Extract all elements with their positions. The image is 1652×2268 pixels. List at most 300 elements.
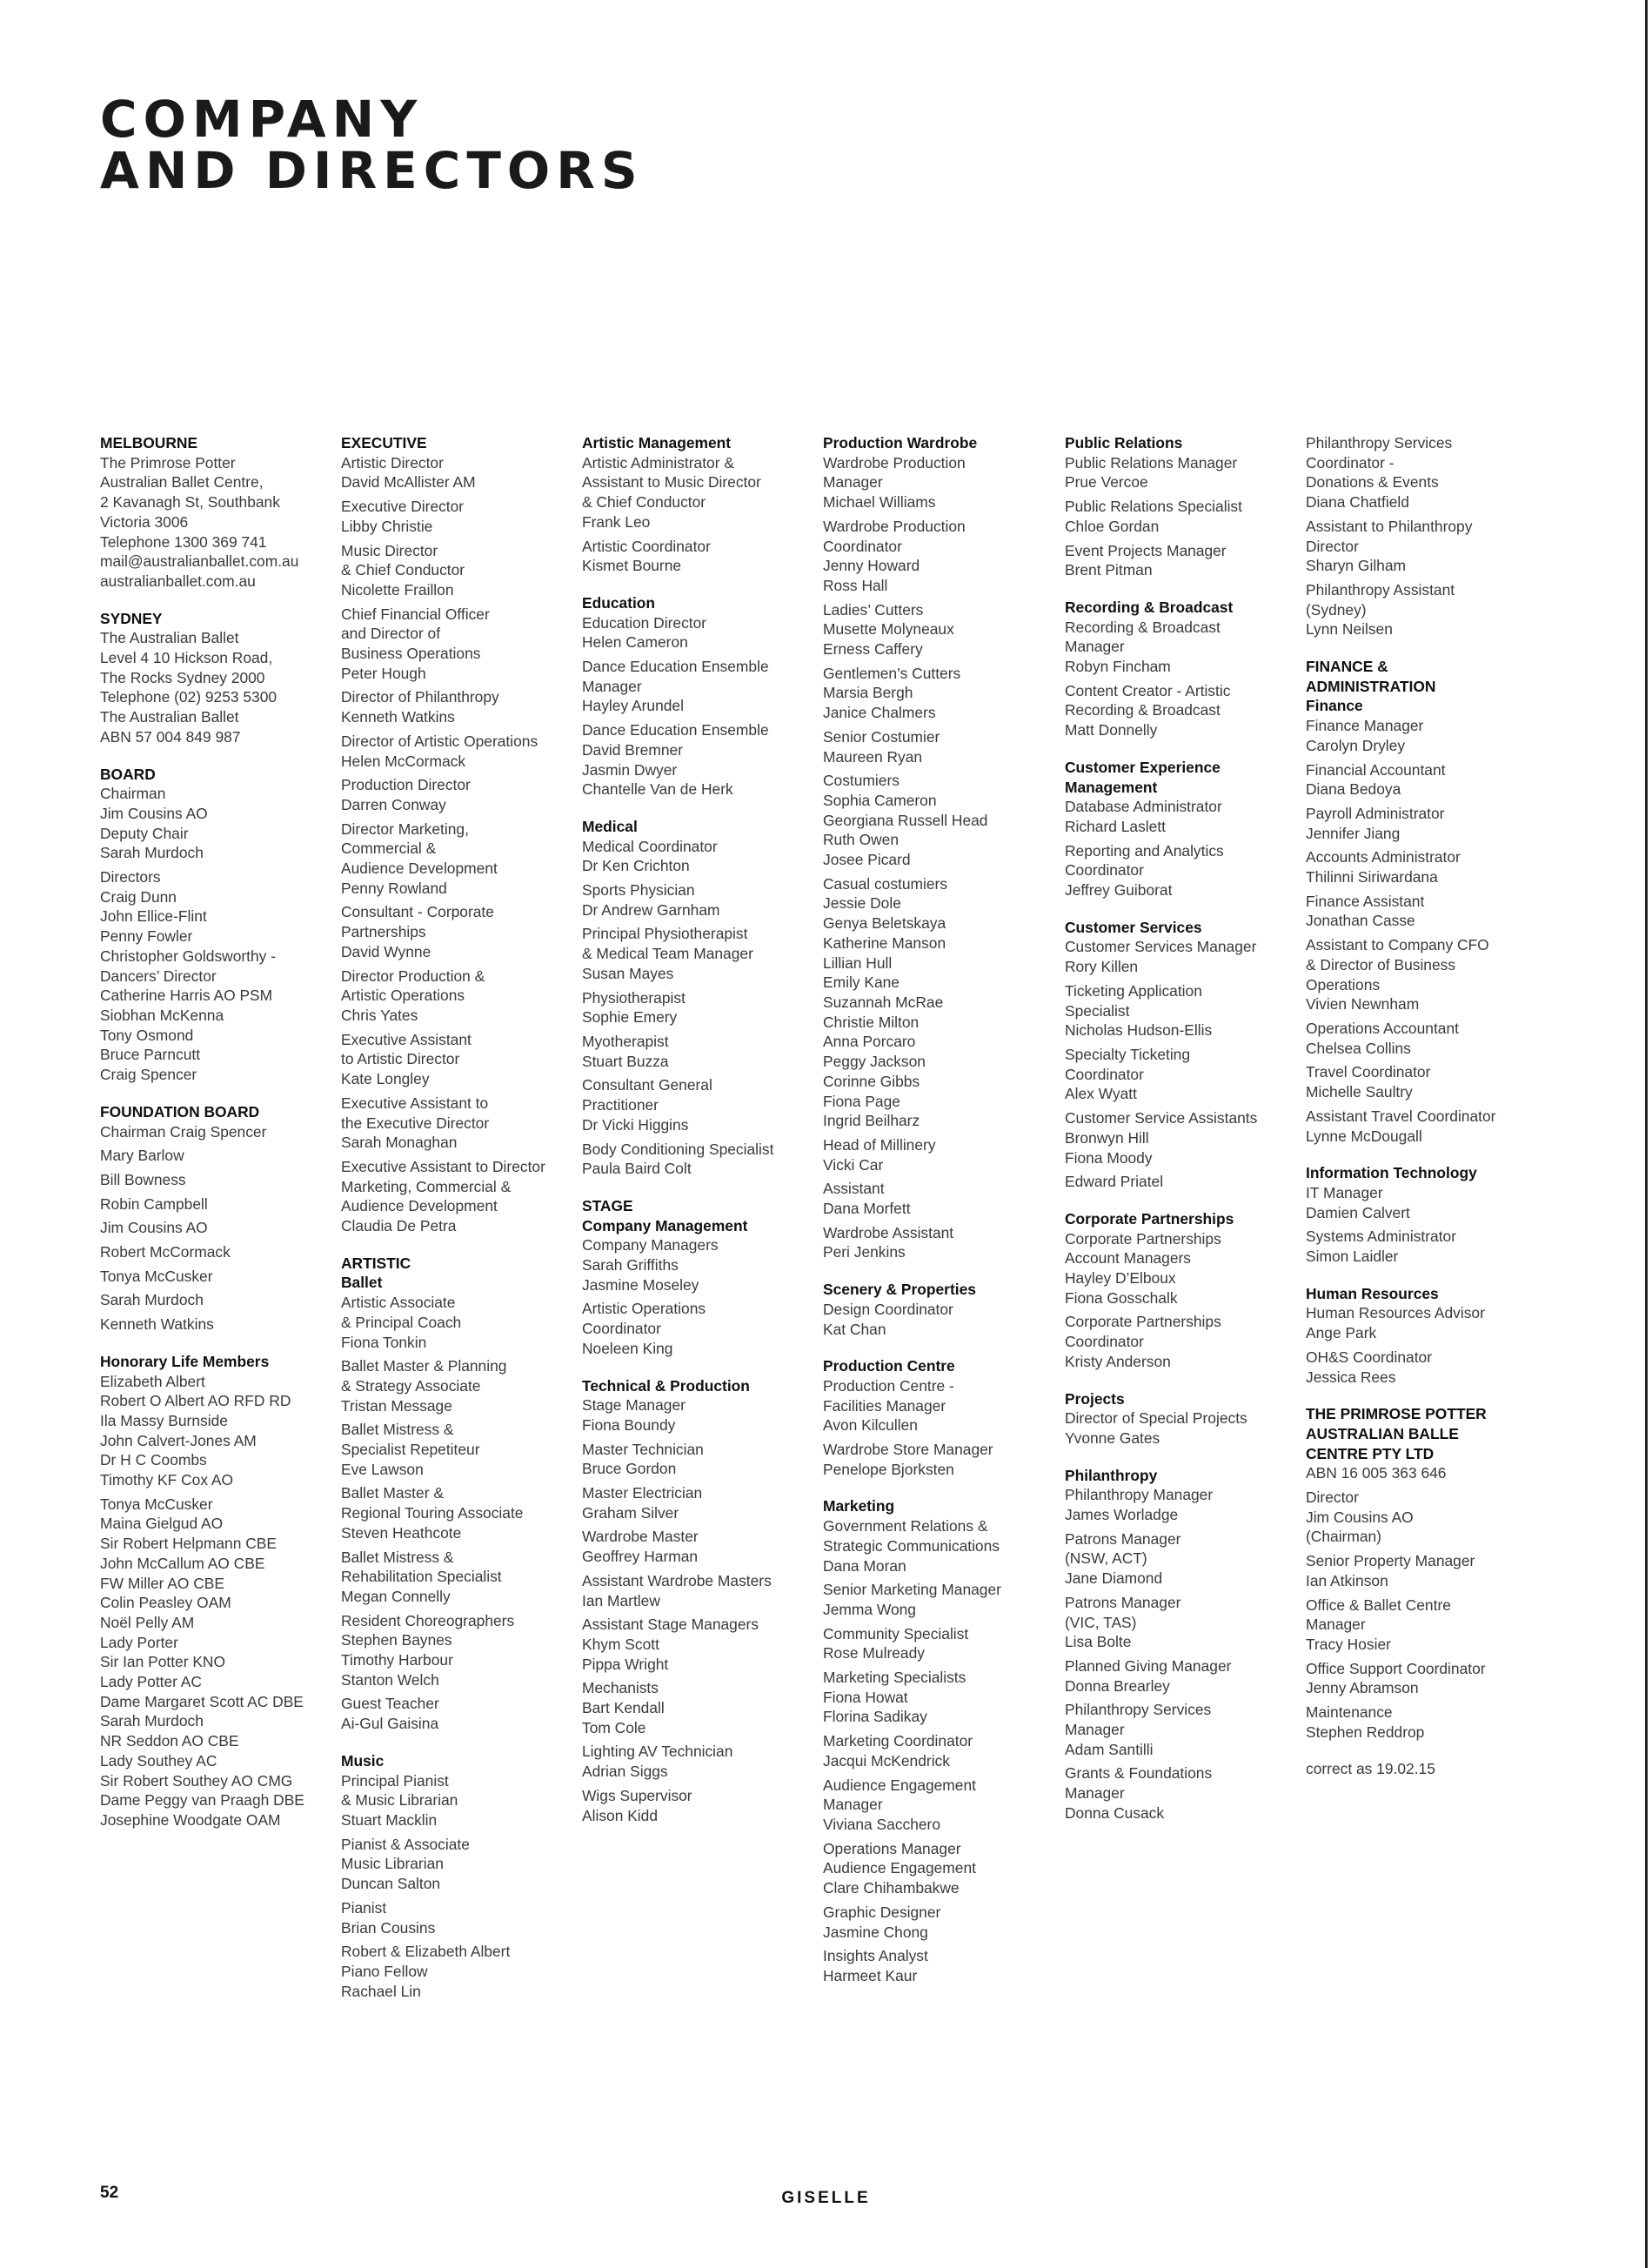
staff-section (582, 1376, 817, 1826)
entry-line: Senior Marketing Manager (823, 1581, 1001, 1599)
entry-line: Geoffrey Harman (582, 1548, 699, 1566)
staff-entry (1306, 1488, 1541, 1547)
entry-line: Dancers’ Director (100, 967, 217, 985)
entry-line: Artistic Administrator & (582, 453, 734, 472)
entry-line: Tony Osmond (100, 1026, 194, 1044)
entry-line: (VIC, TAS) (1065, 1613, 1137, 1631)
entry-line: Wardrobe Master (582, 1528, 699, 1546)
entry-line: Sophie Emery (582, 1008, 678, 1027)
entry-line: Public Relations Specialist (1065, 498, 1242, 516)
staff-entry (823, 453, 1058, 512)
entry-line: Recording & Broadcast (1065, 618, 1221, 636)
entry-line: Manager (823, 473, 883, 492)
staff-entry (823, 1179, 1058, 1218)
staff-entry (1065, 453, 1300, 492)
page-title-line: AND DIRECTORS (100, 141, 644, 201)
entry-line: Fiona Gosschalk (1065, 1288, 1178, 1307)
section-heading: STAGE (582, 1196, 633, 1214)
entry-line: Audience Development (341, 1197, 498, 1215)
staff-section (582, 433, 817, 576)
staff-entry (1065, 1763, 1300, 1823)
entry-line: Carolyn Dryley (1306, 736, 1406, 754)
entry-line: Elizabeth Albert (100, 1372, 205, 1390)
staff-section (100, 765, 335, 1085)
entry-line: John McCallum AO CBE (100, 1554, 265, 1572)
entry-line: Recording & Broadcast (1065, 701, 1221, 719)
staff-entry (341, 1483, 576, 1542)
staff-entry (582, 453, 817, 532)
entry-line: The Australian Ballet (100, 629, 239, 647)
entry-line: Artistic Operations (341, 987, 465, 1005)
staff-entry (823, 1580, 1058, 1619)
section-heading: CENTRE PTY LTD (1306, 1444, 1435, 1462)
staff-entry (823, 1376, 1058, 1435)
staff-entry (823, 727, 1058, 766)
staff-entry (341, 1420, 576, 1479)
entry-line: Marketing Coordinator (823, 1732, 973, 1750)
entry-line: John Calvert-Jones AM (100, 1431, 257, 1449)
staff-entry (1306, 580, 1541, 639)
entry-line: Office Support Coordinator (1306, 1659, 1486, 1677)
staff-section (582, 817, 817, 1179)
entry-line: Megan Connelly (341, 1587, 451, 1605)
entry-line: Assistant to Music Director (582, 473, 761, 492)
entry-line: Libby Christie (341, 517, 433, 535)
entry-line: Manager (1306, 1616, 1366, 1634)
staff-entry (1306, 1463, 1541, 1483)
entry-line: & Chief Conductor (341, 561, 465, 579)
entry-line: Education Director (582, 613, 707, 632)
entry-line: Kate Longley (341, 1070, 430, 1088)
entry-line: Nicolette Fraillon (341, 580, 454, 599)
staff-entry (582, 924, 817, 983)
staff-column-4 (823, 433, 1058, 2004)
entry-line: Body Conditioning Specialist (582, 1140, 774, 1158)
entry-line: Artistic Associate (341, 1294, 456, 1312)
entry-line: Audience Engagement (823, 1776, 976, 1794)
entry-line: Director of Special Projects (1065, 1409, 1247, 1428)
staff-entry (341, 541, 576, 600)
entry-line: Avon Kilcullen (823, 1416, 918, 1435)
entry-line: Jonathan Casse (1306, 912, 1415, 930)
entry-line: australianballet.com.au (100, 572, 256, 590)
entry-line: Helen McCormack (341, 752, 466, 770)
staff-entry (823, 1624, 1058, 1663)
staff-entry (341, 967, 576, 1026)
entry-line: Helen Cameron (582, 633, 688, 652)
staff-entry (1306, 1303, 1541, 1342)
entry-line: Accounts Administrator (1306, 848, 1461, 866)
entry-line: Sarah Murdoch (100, 844, 204, 862)
entry-line: Sir Robert Southey AO CMG (100, 1771, 293, 1790)
staff-entry (100, 1267, 335, 1287)
entry-line: Costumiers (823, 772, 900, 790)
section-heading: Management (1065, 778, 1158, 796)
entry-line: Catherine Harris AO PSM (100, 987, 273, 1005)
entry-line: Fiona Moody (1065, 1148, 1153, 1167)
staff-entry (582, 1075, 817, 1134)
entry-line: Philanthropy Assistant (1306, 580, 1455, 599)
staff-section (1065, 758, 1300, 900)
staff-entry (341, 687, 576, 726)
section-heading: Finance (1306, 697, 1363, 715)
staff-entry (1306, 1227, 1541, 1266)
staff-entry (341, 1898, 576, 1937)
staff-entry (341, 820, 576, 899)
staff-entry (582, 1615, 817, 1674)
section-heading: Public Relations (1065, 434, 1183, 452)
section-heading: Technical & Production (582, 1376, 750, 1395)
entry-line: Stephen Reddrop (1306, 1723, 1425, 1741)
staff-entry (341, 1611, 576, 1690)
staff-entry (582, 537, 817, 576)
staff-entry (100, 1315, 335, 1335)
entry-line: Josephine Woodgate OAM (100, 1811, 281, 1829)
entry-line: Bruce Parncutt (100, 1046, 201, 1064)
entry-line: Ruth Owen (823, 831, 899, 849)
entry-line: Tonya McCusker (100, 1267, 213, 1285)
entry-line: and Director of (341, 625, 441, 643)
entry-line: Penny Fowler (100, 927, 193, 946)
entry-line: Ingrid Beilharz (823, 1112, 920, 1130)
entry-line: Philanthropy Services (1306, 434, 1453, 452)
staff-column-6 (1306, 433, 1541, 1796)
entry-line: IT Manager (1306, 1183, 1383, 1201)
staff-entry (1065, 1312, 1300, 1371)
entry-line: Content Creator - Artistic (1065, 681, 1231, 699)
entry-line: Coordinator (1065, 861, 1144, 880)
entry-line: Executive Director (341, 498, 465, 516)
entry-line: David Wynne (341, 942, 431, 960)
section-heading: Corporate Partnerships (1065, 1209, 1234, 1228)
entry-line: Jessie Dole (823, 894, 901, 913)
entry-line: Casual costumiers (823, 874, 948, 893)
entry-line: Florina Sadikay (823, 1708, 927, 1726)
entry-line: (NSW, ACT) (1065, 1549, 1147, 1568)
entry-line: Jeffrey Guiborat (1065, 881, 1173, 900)
staff-entry (582, 1742, 817, 1781)
entry-line: Dr Vicki Higgins (582, 1115, 689, 1134)
entry-line: Coordinator - (1306, 453, 1395, 472)
entry-line: Stuart Buzza (582, 1052, 669, 1070)
entry-line: Manager (1065, 1784, 1125, 1803)
entry-line: Production Director (341, 776, 471, 794)
page-title-line: COMPANY (100, 90, 424, 149)
staff-entry (823, 1440, 1058, 1479)
staff-entry (341, 1356, 576, 1415)
entry-line: Tracy Hosier (1306, 1635, 1391, 1653)
staff-entry (341, 1835, 576, 1894)
staff-entry (1065, 541, 1300, 580)
entry-line: Music Director (341, 541, 438, 559)
entry-line: Sarah Griffiths (582, 1256, 679, 1274)
entry-line: 2 Kavanagh St, Southbank (100, 493, 280, 512)
staff-section (1306, 1759, 1541, 1779)
entry-line: Adam Santilli (1065, 1740, 1154, 1758)
entry-line: Ian Martlew (582, 1591, 660, 1609)
entry-line: Ai-Gul Gaisina (341, 1715, 439, 1733)
staff-section (100, 433, 335, 592)
entry-line: Damien Calvert (1306, 1203, 1410, 1221)
entry-line: Yvonne Gates (1065, 1428, 1160, 1447)
section-heading: Education (582, 593, 656, 612)
entry-line: Janice Chalmers (823, 704, 936, 722)
staff-entry (341, 1942, 576, 2001)
staff-entry (582, 1571, 817, 1610)
entry-line: Resident Choreographers (341, 1611, 515, 1629)
entry-line: Dance Education Ensemble (582, 658, 769, 676)
entry-line: Jemma Wong (823, 1600, 916, 1618)
section-heading: ADMINISTRATION (1306, 677, 1436, 695)
entry-line: Patrons Manager (1065, 1593, 1181, 1611)
entry-line: Audience Development (341, 860, 498, 878)
entry-line: Coordinator (582, 1320, 661, 1338)
section-heading: Medical (582, 817, 638, 835)
entry-line: Steven Heathcote (341, 1523, 462, 1542)
entry-line: Ballet Mistress & (341, 1548, 454, 1566)
entry-line: Dame Peggy van Praagh DBE (100, 1791, 304, 1810)
staff-section (1306, 1163, 1541, 1267)
staff-entry (582, 1527, 817, 1566)
production-title-footer: GISELLE (781, 2189, 871, 2207)
entry-line: Operations Accountant (1306, 1019, 1459, 1037)
entry-line: Director of Philanthropy (341, 688, 499, 706)
staff-entry (100, 1146, 335, 1166)
entry-line: Katherine Manson (823, 933, 946, 952)
entry-line: Christopher Goldsworthy - (100, 947, 276, 965)
entry-line: John Ellice-Flint (100, 907, 207, 926)
section-heading: Honorary Life Members (100, 1352, 270, 1370)
entry-line: Jim Cousins AO (1306, 1508, 1414, 1526)
entry-line: Director of Artistic Operations (341, 732, 538, 750)
staff-entry (582, 1678, 817, 1737)
entry-line: Executive Assistant to Director (341, 1157, 545, 1175)
entry-line: Noël Pelly AM (100, 1613, 195, 1631)
staff-entry (341, 775, 576, 814)
entry-line: Business Operations (341, 645, 481, 663)
entry-line: Pippa Wright (582, 1655, 669, 1673)
entry-line: Kat Chan (823, 1320, 886, 1338)
entry-line: Marketing, Commercial & (341, 1177, 512, 1195)
entry-line: Noeleen King (582, 1339, 673, 1357)
entry-line: Bill Bowness (100, 1170, 186, 1188)
entry-line: Siobhan McKenna (100, 1006, 224, 1024)
staff-entry (1306, 935, 1541, 1014)
entry-line: Sarah Murdoch (100, 1712, 204, 1730)
entry-line: Public Relations Manager (1065, 453, 1238, 472)
entry-line: Chairman Craig Spencer (100, 1122, 267, 1141)
entry-line: Patrons Manager (1065, 1529, 1181, 1548)
staff-entry (341, 453, 576, 492)
entry-line: Executive Assistant (341, 1030, 472, 1048)
entry-line: Ballet Master & Planning (341, 1357, 507, 1375)
entry-line: Duncan Salton (341, 1875, 441, 1893)
entry-line: Dame Margaret Scott AC DBE (100, 1692, 304, 1710)
staff-column-1 (100, 433, 335, 1848)
staff-column-3 (582, 433, 817, 1843)
entry-line: Kenneth Watkins (100, 1315, 214, 1334)
staff-entry (1306, 1551, 1541, 1590)
entry-line: Dr Andrew Garnham (582, 900, 720, 919)
staff-entry (341, 902, 576, 961)
entry-line: Ange Park (1306, 1324, 1377, 1342)
entry-line: Stanton Welch (341, 1670, 439, 1689)
entry-line: Planned Giving Manager (1065, 1656, 1232, 1675)
entry-line: Dana Morfett (823, 1200, 911, 1218)
entry-line: Tom Cole (582, 1718, 646, 1736)
staff-entry (1065, 681, 1300, 740)
staff-entry (823, 874, 1058, 1131)
entry-line: Tonya McCusker (100, 1495, 213, 1513)
entry-line: Ballet Master & (341, 1484, 444, 1502)
staff-entry (1306, 433, 1541, 512)
section-heading: Philanthropy (1065, 1466, 1158, 1484)
staff-entry (1306, 1659, 1541, 1698)
staff-entry (582, 1235, 817, 1295)
entry-line: Lillian Hull (823, 953, 893, 972)
entry-line: Robin Campbell (100, 1194, 208, 1213)
entry-line: & Music Librarian (341, 1791, 458, 1810)
entry-line: Christie Milton (823, 1013, 920, 1031)
entry-line: Sophia Cameron (823, 791, 937, 809)
staff-entry (100, 628, 335, 746)
entry-line: Stage Manager (582, 1396, 686, 1415)
staff-entry (582, 1483, 817, 1522)
entry-line: Reporting and Analytics (1065, 841, 1224, 860)
staff-entry (341, 1694, 576, 1733)
section-heading: Customer Services (1065, 918, 1202, 936)
entry-line: & Director of Business (1306, 955, 1456, 973)
entry-line: Lady Porter (100, 1633, 178, 1651)
entry-line: Sports Physician (582, 881, 695, 900)
staff-section (341, 433, 576, 1236)
staff-entry (1065, 981, 1300, 1040)
entry-line: Graham Silver (582, 1503, 679, 1522)
entry-line: Assistant Wardrobe Masters (582, 1571, 772, 1589)
staff-section (100, 1102, 335, 1335)
entry-line: Specialist Repetiteur (341, 1441, 480, 1459)
staff-entry (823, 771, 1058, 870)
entry-line: Victoria 3006 (100, 512, 189, 531)
staff-section (341, 1254, 576, 1734)
entry-line: Georgiana Russell Head (823, 811, 988, 829)
staff-entry (100, 1218, 335, 1238)
section-heading: FINANCE & (1306, 658, 1388, 676)
staff-entry (341, 1293, 576, 1352)
entry-line: Bronwyn Hill (1065, 1128, 1149, 1147)
entry-line: Principal Pianist (341, 1771, 449, 1790)
entry-line: Dana Moran (823, 1556, 906, 1575)
entry-line: Stuart Macklin (341, 1811, 438, 1829)
entry-line: Audience Engagement (823, 1859, 976, 1877)
entry-line: Financial Accountant (1306, 760, 1446, 779)
entry-line: Musette Molyneaux (823, 620, 954, 639)
staff-entry (100, 867, 335, 1085)
entry-line: Grants & Foundations (1065, 1764, 1213, 1783)
entry-line: Sarah Murdoch (100, 1291, 204, 1309)
entry-line: Operations (1306, 975, 1381, 994)
staff-entry (341, 497, 576, 536)
staff-entry (582, 1032, 817, 1071)
section-heading: Customer Experience (1065, 758, 1221, 776)
staff-entry (341, 1771, 576, 1830)
entry-line: Medical Coordinator (582, 837, 718, 855)
entry-line: Jenny Abramson (1306, 1679, 1419, 1697)
entry-line: Account Managers (1065, 1249, 1192, 1268)
entry-line: Maureen Ryan (823, 747, 923, 766)
entry-line: Michelle Saultry (1306, 1083, 1413, 1101)
entry-line: Mechanists (582, 1679, 659, 1697)
staff-section (1065, 1466, 1300, 1823)
staff-entry (341, 1157, 576, 1236)
entry-line: Maintenance (1306, 1703, 1393, 1722)
entry-line: Dr Ken Crichton (582, 857, 690, 875)
entry-line: The Rocks Sydney 2000 (100, 668, 265, 686)
staff-section (823, 1280, 1058, 1339)
entry-line: Coordinator (1065, 1333, 1144, 1351)
staff-section (1065, 918, 1300, 1192)
staff-entry (823, 1668, 1058, 1727)
staff-entry (100, 1495, 335, 1830)
staff-section (1306, 433, 1541, 639)
entry-line: Peggy Jackson (823, 1053, 926, 1071)
entry-line: Practitioner (582, 1096, 659, 1114)
entry-line: Partnerships (341, 923, 426, 941)
entry-line: Office & Ballet Centre (1306, 1596, 1451, 1614)
entry-line: Kismet Bourne (582, 557, 682, 575)
entry-line: Sarah Monaghan (341, 1134, 458, 1152)
staff-entry (582, 880, 817, 920)
entry-line: Simon Laidler (1306, 1248, 1399, 1266)
entry-line: Tristan Message (341, 1396, 452, 1415)
entry-line: Jenny Howard (823, 557, 920, 575)
staff-entry (582, 1140, 817, 1179)
entry-line: Donna Brearley (1065, 1676, 1170, 1695)
entry-line: Payroll Administrator (1306, 804, 1445, 822)
entry-line: Director Marketing, (341, 820, 469, 838)
entry-line: the Executive Director (341, 1114, 490, 1132)
entry-line: & Principal Coach (341, 1313, 462, 1331)
section-heading: Information Technology (1306, 1164, 1477, 1182)
entry-line: Peri Jenkins (823, 1243, 906, 1261)
entry-line: Finance Assistant (1306, 892, 1425, 910)
staff-entry (100, 1290, 335, 1310)
entry-line: Darren Conway (341, 795, 446, 813)
entry-line: Director (1306, 1489, 1359, 1507)
staff-entry (823, 1839, 1058, 1898)
entry-line: Fiona Howat (823, 1688, 908, 1706)
staff-entry (1306, 804, 1541, 843)
entry-line: Craig Dunn (100, 887, 177, 906)
entry-line: Company Managers (582, 1236, 719, 1254)
entry-line: Fiona Tonkin (341, 1333, 427, 1351)
entry-line: Prue Vercoe (1065, 473, 1148, 492)
entry-line: Graphic Designer (823, 1903, 941, 1921)
entry-line: Finance Manager (1306, 717, 1424, 735)
entry-line: ABN 57 004 849 987 (100, 727, 241, 746)
page-edge-rule (1645, 0, 1648, 2268)
entry-line: Manager (1065, 638, 1125, 656)
entry-line: Coordinator (1065, 1065, 1144, 1083)
entry-line: Vivien Newnham (1306, 995, 1420, 1014)
entry-line: Wigs Supervisor (582, 1786, 692, 1804)
entry-line: Assistant (823, 1180, 885, 1198)
entry-line: Corporate Partnerships (1065, 1229, 1221, 1248)
staff-section (582, 1196, 817, 1359)
staff-entry (582, 1440, 817, 1479)
staff-section (1306, 1284, 1541, 1388)
entry-line: Ila Massy Burnside (100, 1411, 228, 1429)
